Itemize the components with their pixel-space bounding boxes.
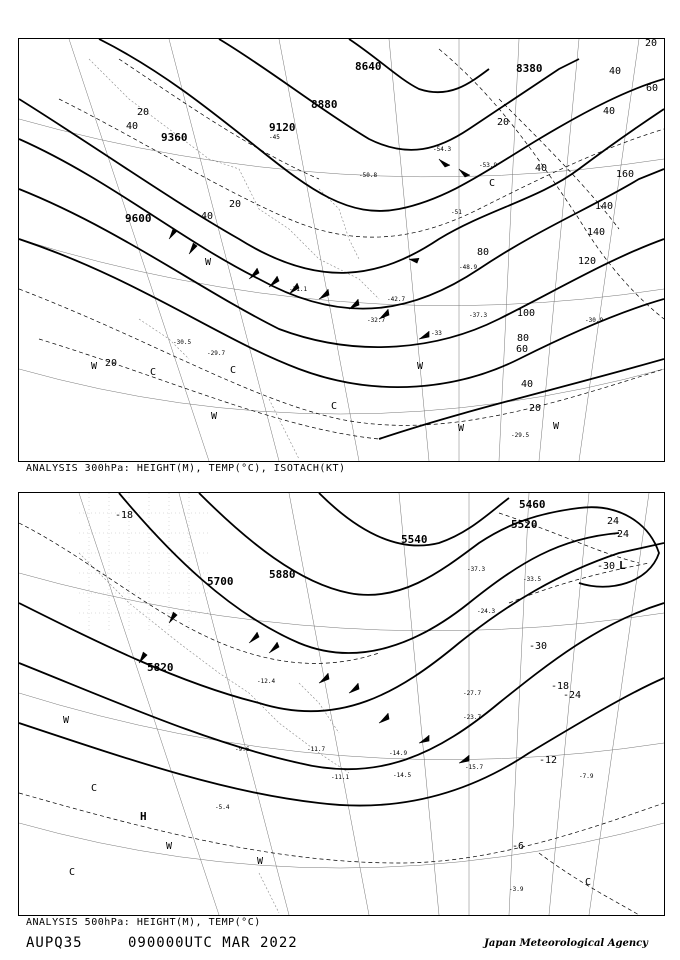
temperature-label: -12.4 bbox=[257, 678, 276, 685]
temperature-label: -30.5 bbox=[173, 339, 192, 346]
isotherm-label: -24 bbox=[611, 529, 630, 540]
height-contours bbox=[19, 39, 664, 439]
map-panel-500hpa bbox=[18, 492, 665, 916]
temperature-label: -14.9 bbox=[389, 750, 408, 757]
caption-300hpa: ANALYSIS 300hPa: HEIGHT(M), TEMP(°C), ISOTACH(KT) bbox=[26, 463, 346, 474]
warm-mark: W bbox=[458, 423, 465, 434]
top-right-label: 20 bbox=[645, 39, 658, 49]
isotach-label: 20 bbox=[229, 199, 242, 210]
temperature-label: -37.3 bbox=[467, 566, 486, 573]
temperature-label: -42.7 bbox=[387, 296, 406, 303]
temperature-label: -7.9 bbox=[579, 773, 594, 780]
temperature-label: -23.7 bbox=[463, 714, 482, 721]
map-panel-300hpa bbox=[18, 38, 665, 462]
height-label-9600: 9600 bbox=[125, 212, 152, 225]
isotach-label: 80 bbox=[517, 333, 530, 344]
isotach-label: 40 bbox=[609, 66, 622, 77]
isotherm-label: -18 bbox=[115, 510, 134, 521]
isotach-label: 20 bbox=[105, 358, 118, 369]
isotherm-label: -18 bbox=[551, 681, 570, 692]
height-label-5880: 5880 bbox=[269, 568, 296, 581]
isotach-label: 20 bbox=[529, 403, 542, 414]
graticule bbox=[19, 39, 664, 461]
height-label-5520: 5520 bbox=[511, 518, 538, 531]
graticule bbox=[19, 493, 664, 915]
coastline bbox=[79, 553, 349, 913]
temperature-label: -27.7 bbox=[463, 690, 482, 697]
warm-mark: W bbox=[63, 715, 70, 726]
isotherm-label: -30 bbox=[529, 641, 548, 652]
temperature-label: -5.4 bbox=[215, 804, 230, 811]
wind-barbs bbox=[169, 159, 470, 339]
height-label-9120: 9120 bbox=[269, 121, 296, 134]
temperature-label: -24.3 bbox=[477, 608, 496, 615]
isotach-label: 140 bbox=[587, 227, 606, 238]
cold-mark: C bbox=[230, 365, 237, 376]
warm-mark: W bbox=[211, 411, 218, 422]
isotach-label: 40 bbox=[126, 121, 139, 132]
temperature-label: -11.1 bbox=[331, 774, 350, 781]
height-label-8640: 8640 bbox=[355, 60, 382, 73]
map-300hpa-canvas bbox=[19, 39, 664, 461]
low-pressure-mark: L bbox=[619, 559, 626, 572]
height-label-8880: 8880 bbox=[311, 98, 338, 111]
cold-mark: C bbox=[91, 783, 98, 794]
temperature-label: -32.7 bbox=[367, 317, 386, 324]
terrain-grid bbox=[79, 493, 209, 633]
height-contours bbox=[19, 493, 664, 806]
coastline bbox=[89, 59, 379, 459]
temperature-label: -29.5 bbox=[511, 432, 530, 439]
isotherm-label: -24 bbox=[563, 690, 582, 701]
isotach-label: 120 bbox=[578, 256, 597, 267]
caption-500hpa: ANALYSIS 500hPa: HEIGHT(M), TEMP(°C) bbox=[26, 917, 261, 928]
isotach-label: 60 bbox=[646, 83, 659, 94]
map-500hpa-canvas bbox=[19, 493, 664, 915]
temperature-label: -30.9 bbox=[585, 317, 604, 324]
temperature-label: -53.9 bbox=[479, 162, 498, 169]
height-label-5700: 5700 bbox=[207, 575, 234, 588]
cold-mark: C bbox=[150, 367, 157, 378]
temperature-label: -29.7 bbox=[207, 350, 226, 357]
isotach-label: 40 bbox=[201, 211, 214, 222]
cold-mark: C bbox=[331, 401, 338, 412]
temperature-label: -45 bbox=[269, 134, 280, 141]
temperature-label: -54.3 bbox=[433, 146, 452, 153]
temperature-label: -51 bbox=[451, 209, 462, 216]
product-code: AUPQ35 bbox=[26, 935, 83, 951]
isotach-label: 100 bbox=[517, 308, 536, 319]
height-label-8380: 8380 bbox=[516, 62, 543, 75]
warm-mark: W bbox=[91, 361, 98, 372]
isotach-label: 20 bbox=[497, 117, 510, 128]
height-label-9360: 9360 bbox=[161, 131, 188, 144]
temperature-label: -50.8 bbox=[359, 172, 378, 179]
temperature-label: -11.7 bbox=[307, 746, 326, 753]
isotach-label: 80 bbox=[477, 247, 490, 258]
isotach-label: 160 bbox=[616, 169, 635, 180]
isotach-label: 40 bbox=[521, 379, 534, 390]
temperature-label: -33 bbox=[431, 330, 442, 337]
temperature-label: -31.1 bbox=[289, 286, 308, 293]
agency-name: Japan Meteorological Agency bbox=[484, 938, 648, 949]
temperature-label: -48.9 bbox=[459, 264, 478, 271]
isotach-label: 40 bbox=[535, 163, 548, 174]
temperature-label: -14.5 bbox=[393, 772, 412, 779]
warm-mark: W bbox=[553, 421, 560, 432]
isotherm-label: -12 bbox=[539, 755, 558, 766]
isotherm-label: 24 bbox=[607, 516, 620, 527]
temperature-label: -3.9 bbox=[509, 886, 524, 893]
cold-mark: C bbox=[489, 178, 496, 189]
temperature-label: -37.3 bbox=[469, 312, 488, 319]
isotherm-label: -6 bbox=[512, 841, 525, 852]
cold-mark: C bbox=[585, 877, 592, 888]
warm-mark: W bbox=[417, 361, 424, 372]
valid-time: 090000UTC MAR 2022 bbox=[128, 935, 298, 951]
height-label-5460: 5460 bbox=[519, 498, 546, 511]
high-pressure-mark: H bbox=[140, 810, 147, 823]
height-label-5820: 5820 bbox=[147, 661, 174, 674]
warm-mark: W bbox=[257, 856, 264, 867]
cold-mark: C bbox=[69, 867, 76, 878]
temperature-label: -15.7 bbox=[465, 764, 484, 771]
temperature-label: -9.6 bbox=[235, 746, 250, 753]
isotherm-label: -30 bbox=[597, 561, 616, 572]
warm-mark: W bbox=[205, 257, 212, 268]
temperature-label: -33.5 bbox=[523, 576, 542, 583]
isotach-label: 20 bbox=[137, 107, 150, 118]
height-label-5540: 5540 bbox=[401, 533, 428, 546]
isotach-label: 60 bbox=[516, 344, 529, 355]
warm-mark: W bbox=[166, 841, 173, 852]
isotach-label: 40 bbox=[603, 106, 616, 117]
isotach-label: 140 bbox=[595, 201, 614, 212]
